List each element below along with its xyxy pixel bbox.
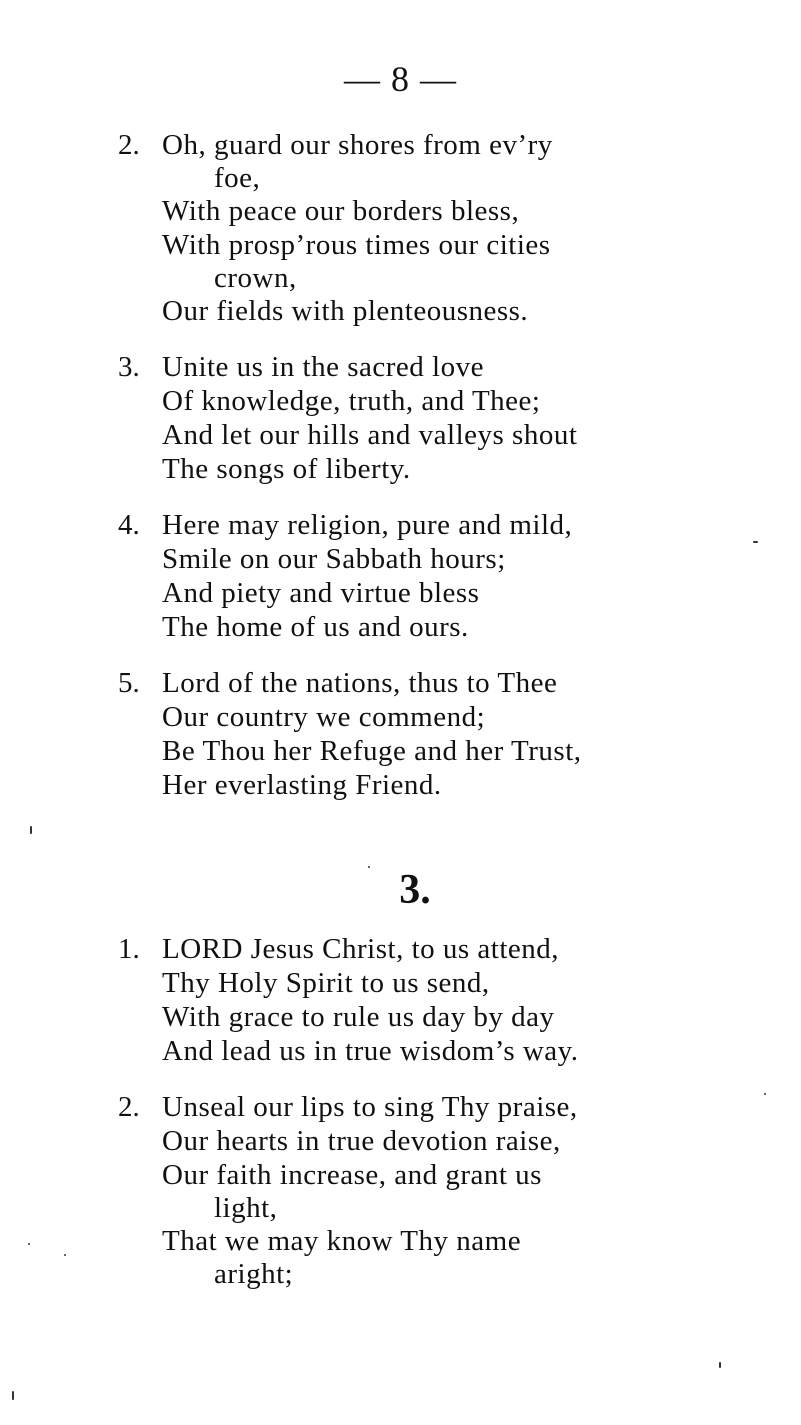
verse-line: Our fields with plenteousness. (162, 295, 529, 327)
hymn-number: 3. (399, 867, 431, 913)
verse-line: Here may religion, pure and mild, (162, 509, 573, 541)
stanza (118, 666, 728, 802)
verse-line: Our country we commend; (162, 701, 486, 733)
print-speck (28, 1243, 30, 1245)
verse-line: Our faith increase, and grant us (162, 1159, 542, 1191)
stanza (118, 1090, 728, 1290)
stanza (118, 508, 728, 644)
verse-line-continuation: foe, (214, 162, 261, 194)
page-number: — 8 — (344, 59, 457, 99)
hymn-continued (118, 128, 728, 824)
print-speck (368, 866, 370, 868)
stanza (118, 350, 728, 486)
print-speck (719, 1362, 721, 1368)
verse-line: That we may know Thy name (162, 1225, 522, 1257)
stanza (118, 128, 728, 328)
verse-line: And piety and virtue bless (162, 577, 480, 609)
verse-line: Unseal our lips to sing Thy praise, (162, 1091, 578, 1123)
verse-line: And let our hills and valleys shout (162, 419, 578, 451)
stanza-number: 4. (118, 509, 140, 541)
verse-line: Unite us in the sacred love (162, 351, 484, 383)
verse-line: With peace our borders bless, (162, 195, 520, 227)
verse-line: Be Thou her Refuge and her Trust, (162, 735, 582, 767)
verse-line-continuation: crown, (214, 262, 297, 294)
verse-line: Oh, guard our shores from ev’ry (162, 129, 553, 161)
print-speck (753, 541, 758, 543)
stanza-number: 2. (118, 1091, 140, 1123)
stanza-number: 1. (118, 933, 140, 965)
verse-line: LORD Jesus Christ, to us attend, (162, 933, 560, 965)
verse-line: Thy Holy Spirit to us send, (162, 967, 490, 999)
verse-line: Our hearts in true devotion raise, (162, 1125, 561, 1157)
verse-line: And lead us in true wisdom’s way. (162, 1035, 579, 1067)
verse-line: The songs of liberty. (162, 453, 411, 485)
stanza-number: 3. (118, 351, 140, 383)
print-speck (12, 1391, 14, 1400)
verse-line: Her everlasting Friend. (162, 769, 442, 801)
print-speck (30, 826, 32, 834)
verse-line: Of knowledge, truth, and Thee; (162, 385, 541, 417)
verse-line: With prosp’rous times our cities (162, 229, 551, 261)
stanza-number: 5. (118, 667, 140, 699)
verse-line: With grace to rule us day by day (162, 1001, 555, 1033)
verse-line: The home of us and ours. (162, 611, 469, 643)
stanza (118, 932, 728, 1068)
stanza-number: 2. (118, 129, 140, 161)
verse-line: Lord of the nations, thus to Thee (162, 667, 558, 699)
print-speck (64, 1254, 66, 1256)
verse-line-continuation: aright; (214, 1258, 294, 1290)
verse-line-continuation: light, (214, 1192, 278, 1224)
hymn-3 (118, 932, 728, 1312)
verse-line: Smile on our Sabbath hours; (162, 543, 506, 575)
print-speck (764, 1093, 766, 1095)
